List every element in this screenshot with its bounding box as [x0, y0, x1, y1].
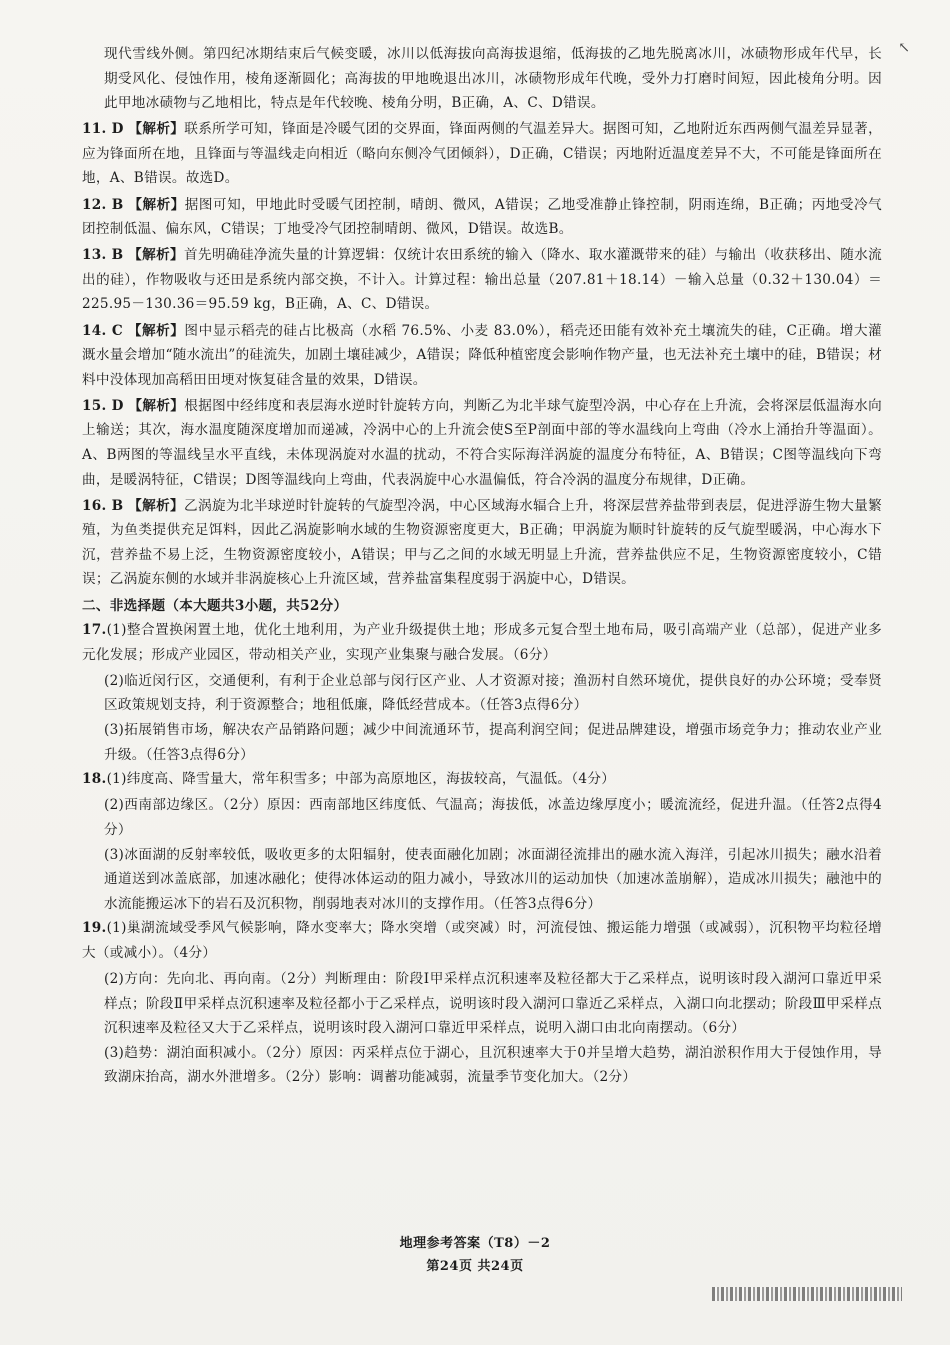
- answer-number: 18.: [82, 771, 107, 788]
- item-tag: 【解析】: [128, 397, 185, 414]
- scan-watermark-strip: [712, 1287, 902, 1301]
- item-tag: 【解析】: [128, 196, 185, 213]
- footer-title: 地理参考答案（T8）－2: [399, 1236, 551, 1251]
- item-tag: 【解析】: [127, 322, 185, 339]
- answer-part: [82, 767, 882, 792]
- answer-text: (1)纬度高、降雪量大，常年积雪多；中部为高原地区，海拔较高，气温低。（4分）: [106, 771, 616, 788]
- item-12: [82, 193, 882, 242]
- answer-number: 19.: [82, 920, 107, 937]
- item-tag: 【解析】: [128, 497, 185, 514]
- item-tag: 【解析】: [128, 247, 185, 264]
- corner-mark: ↖: [898, 40, 910, 56]
- item-text: 现代雪线外侧。第四纪冰期结束后气候变暖，冰川以低海拔向高海拔退缩，低海拔的乙地先脱离冰川，冰碛物形成年代早，长期受风化、侵蚀作用，棱角逐渐圆化；高海拔的甲地晚退出冰川，冰碛物形成年代晚，受外力打磨时间短，因此棱角分明。因此甲地冰碛物与乙地相比，特点是年代较晚、棱角分明，B正确，A、C、D错误。: [104, 46, 882, 112]
- answer-part: [82, 618, 882, 667]
- section-title: 二、非选择题（本大题共3小题，共52分）: [82, 597, 348, 614]
- answer-number: 17.: [82, 622, 107, 639]
- item-16: [82, 494, 882, 592]
- answer-17: [82, 618, 882, 767]
- answer-text: (1)整合置换闲置土地，优化土地利用，为产业升级提供土地；形成多元复合型土地布局，吸引高端产业（总部），促进产业多元化发展；形成产业园区，带动相关产业，实现产业集聚与融合发展。（6分）: [82, 622, 882, 663]
- item-11: [82, 117, 882, 191]
- answer-part: [82, 916, 882, 965]
- answer-part: (2)临近闵行区，交通便利，有利于企业总部与闵行区产业、人才资源对接；渔沥村自然环境优，提供良好的办公环境；受奉贤区政策规划支持，利于资源整合；地租低廉，降低经营成本。（任答3点得6分）: [104, 672, 882, 714]
- item-text: 根据图中经纬度和表层海水逆时针旋转方向，判断乙为北半球气旋型冷涡，中心存在上升流，会将深层低温海水向上输送；其次，海水温度随深度增加而递减，冷涡中心的上升流会使S至P剖面中部的等水温线向上弯曲（冷水上涌抬升等温面）。A、B两图的等温线呈水平直线，未体现涡旋对水温的扰动，不符合实际海洋涡旋的温度分布特征，A、B错误；C图等温线向下弯曲，是暖涡特征，C错误；D图等温线向上弯曲，代表涡旋中心水温偏低，符合冷涡的温度分布规律，D正确。: [82, 397, 882, 488]
- answer-19: [82, 916, 882, 1090]
- item-15: [82, 394, 882, 492]
- item-10-continuation: [82, 42, 882, 116]
- item-text: 据图可知，甲地此时受暖气团控制，晴朗、微风，A错误；乙地受准静止锋控制，阴雨连绵，B正确；丙地受冷气团控制低温、偏东风，C错误；丁地受冷气团控制晴朗、微风，D错误。故选B。: [82, 196, 882, 238]
- answer-part: (3)冰面湖的反射率较低，吸收更多的太阳辐射，使表面融化加剧；冰面湖径流排出的融水流入海洋，引起冰川损失；融水沿着通道送到冰盖底部，加速冰融化；使得冰体运动的阻力减小，导致冰川的运动加快（加速冰盖崩解），造成冰川损失；融池中的水流能搬运冰下的岩石及沉积物，削弱地表对冰川的支撑作用。（任答3点得6分）: [104, 846, 882, 912]
- item-text: 联系所学可知，锋面是冷暖气团的交界面，锋面两侧的气温差异大。据图可知，乙地附近东西两侧气温差异显著，应为锋面所在地，且锋面与等温线走向相近（略向东侧冷气团倾斜），D正确，C错误；丙地附近温度差异不大，不可能是锋面所在地，A、B错误。故选D。: [82, 121, 882, 187]
- item-text: 乙涡旋为北半球逆时针旋转的气旋型冷涡，中心区域海水辐合上升，将深层营养盐带到表层，促进浮游生物大量繁殖，为鱼类提供充足饵料，因此乙涡旋影响水域的生物资源密度更大，B正确；甲涡旋为顺时针旋转的反气旋型暖涡，中心海水下沉，营养盐不易上泛，生物资源密度较小，A错误；甲与乙之间的水域无明显上升流，营养盐供应不足，生物资源密度较小，C错误；乙涡旋东侧的水域并非涡旋核心上升流区域，营养盐富集程度弱于涡旋中心，D错误。: [82, 497, 883, 588]
- item-number: 12. B: [82, 196, 124, 213]
- answer-part: (3)趋势：湖泊面积减小。（2分）原因：丙采样点位于湖心，且沉积速率大于0并呈增大趋势，湖泊淤积作用大于侵蚀作用，导致湖床抬高，湖水外泄增多。（2分）影响：调蓄功能减弱，流量季节变化加大。（2分）: [104, 1044, 882, 1086]
- answer-content: [82, 36, 882, 1090]
- item-number: 14. C: [82, 322, 123, 339]
- answer-part: (2)方向：先向北、再向南。（2分）判断理由：阶段Ⅰ甲采样点沉积速率及粒径都大于乙采样点，说明该时段入湖河口靠近甲采样点；阶段Ⅱ甲采样点沉积速率及粒径都小于乙采样点，说明该时段入湖河口靠近乙采样点，入湖口向北摆动；阶段Ⅲ甲采样点沉积速率及粒径又大于乙采样点，说明该时段入湖河口靠近甲采样点，说明入湖口由北向南摆动。（6分）: [104, 970, 882, 1037]
- answer-text: (1)巢湖流域受季风气候影响，降水变率大；降水突增（或突减）时，河流侵蚀、搬运能力增强（或减弱），沉积物平均粒径增大（或减小）。（4分）: [82, 920, 882, 961]
- item-number: 11. D: [82, 121, 124, 138]
- item-number: 13. B: [82, 247, 124, 264]
- answer-part: (2)西南部边缘区。（2分）原因：西南部地区纬度低、气温高；海拔低，冰盖边缘厚度小；暖流流经，促进升温。（任答2点得4分）: [104, 797, 882, 838]
- item-number: 15. D: [82, 397, 124, 414]
- item-14: [82, 319, 882, 393]
- item-text: 图中显示稻壳的硅占比极高（水稻 76.5%、小麦 83.0%），稻壳还田能有效补充土壤流失的硅，C正确。增大灌溉水量会增加“随水流出”的硅流失，加剧土壤硅减少，A错误；降低种植密度会影响作物产量，也无法补充土壤中的硅，B错误；材料中没体现加高稻田田埂对恢复硅含量的效果，D错误。: [82, 322, 883, 388]
- answer-18: [82, 767, 882, 916]
- item-tag: 【解析】: [128, 121, 185, 138]
- item-13: [82, 243, 882, 317]
- answer-part: (3)拓展销售市场，解决农产品销路问题；减少中间流通环节，提高利润空间；促进品牌建设，增强市场竞争力；推动农业产业升级。（任答3点得6分）: [104, 722, 882, 763]
- item-number: 16. B: [82, 497, 124, 514]
- footer-page-number: 第24页 共24页: [426, 1259, 524, 1274]
- item-text: 首先明确硅净流失量的计算逻辑：仅统计农田系统的输入（降水、取水灌溉带来的硅）与输出（收获移出、随水流出的硅），作物吸收与还田是系统内部交换，不计入。计算过程：输出总量（207.81＋18.14）－输入总量（0.32＋130.04）＝225.95－130.36＝95.59 kg，B正确，A、C、D错误。: [82, 247, 883, 313]
